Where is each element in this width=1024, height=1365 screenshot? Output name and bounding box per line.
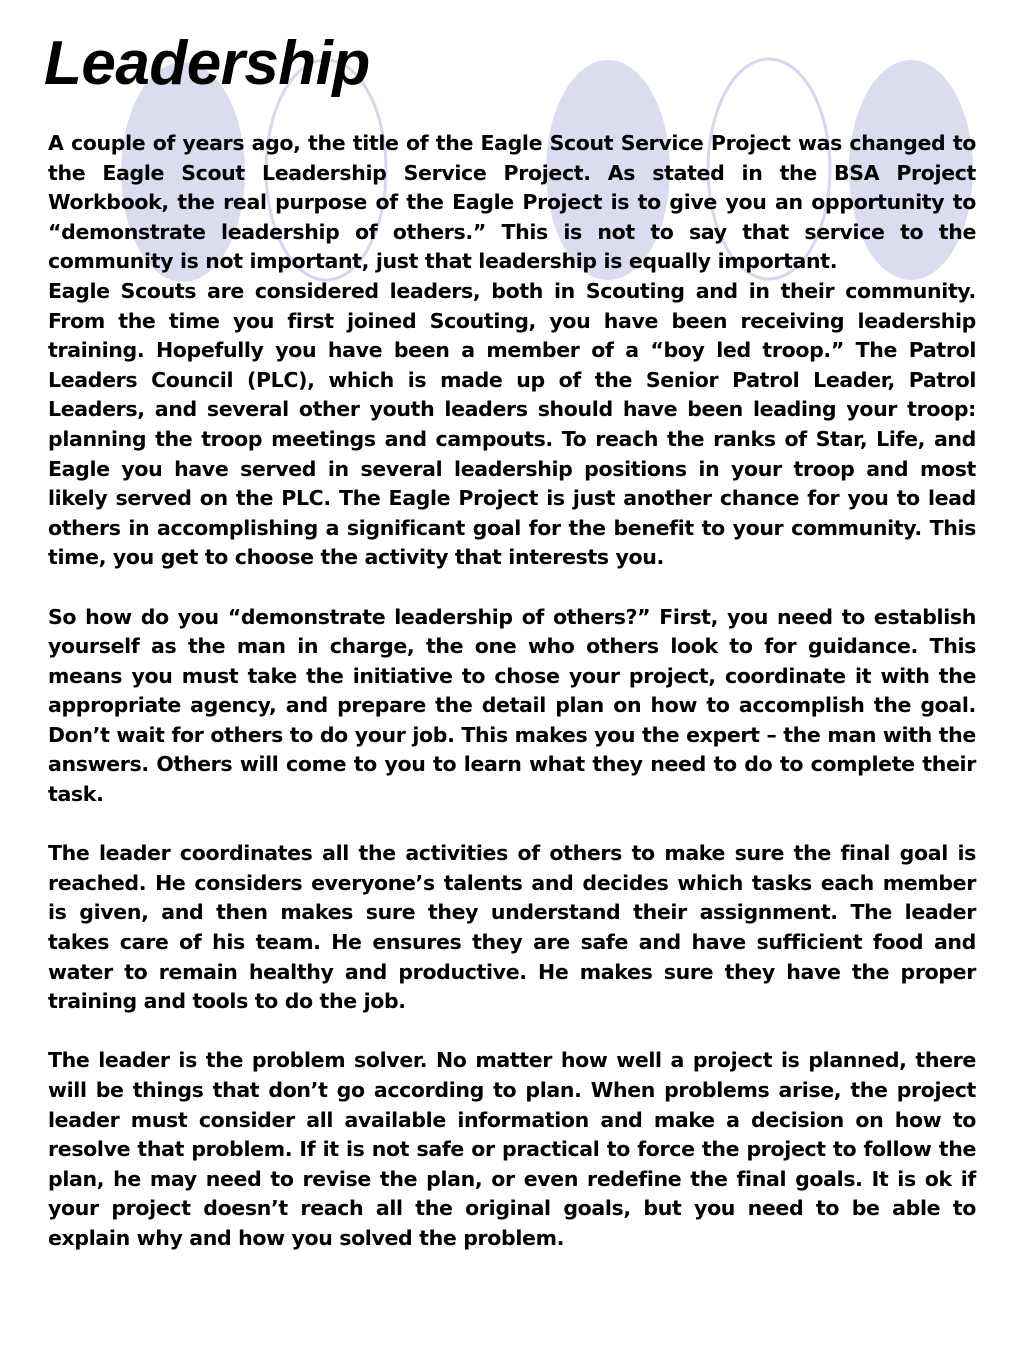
paragraph-spacer — [48, 573, 976, 603]
paragraph-5: The leader is the problem solver. No matter how well a project is planned, there will be things that don’t go according to plan. When problems arise, the project leader must consider all available information and make a decision on how to resolve that problem. If it is not safe or practical to force the project to follow the plan, he may need to revise the plan, or even redefine the final goals. It is ok if your project doesn’t reach all the original goals, but you need to be able to explain why and how you solved the problem. — [48, 1048, 976, 1250]
body-text — [48, 129, 976, 1254]
paragraph-2: Eagle Scouts are considered leaders, both in Scouting and in their community. From the time you first joined Scouting, you have been receiving leadership training. Hopefully you have been a member of a “boy led troop.” The Patrol Leaders Council (PLC), which is made up of the Senior Patrol Leader, Patrol Leaders, and several other youth leaders should have been leading your troop: planning the troop meetings and campouts. To reach the ranks of Star, Life, and Eagle you have served in several leadership positions in your troop and most likely served on the PLC. The Eagle Project is just another chance for you to lead others in accomplishing a significant goal for the benefit to your community. This time, you get to choose the activity that interests you. — [48, 278, 976, 570]
paragraph-spacer — [48, 810, 976, 840]
paragraph-4: The leader coordinates all the activities of others to make sure the final goal is reached. He considers everyone’s talents and decides which tasks each member is given, and then makes sure they understand their assignment. The leader takes care of his team. He ensures they are safe and have sufficient food and water to remain healthy and productive. He makes sure they have the proper training and tools to do the job. — [48, 841, 976, 1014]
page-title: Leadership — [44, 29, 370, 98]
paragraph-3: So how do you “demonstrate leadership of others?” First, you need to establish yourself as the man in charge, the one who others look to for guidance. This means you must take the initiative to chose your project, coordinate it with the appropriate agency, and prepare the detail plan on how to accomplish the goal. Don’t wait for others to do your job. This makes you the expert – the man with the answers. Others will come to you to learn what they need to do to complete their task. — [48, 604, 976, 807]
paragraph-1: A couple of years ago, the title of the Eagle Scout Service Project was changed to the Eagle Scout Leadership Service Project. As stated in the BSA Project Workbook, the real purpose of the Eagle Project is to give you an opportunity to “demonstrate leadership of others.” This is not to say that service to the community is not important, just that leadership is equally important. — [48, 131, 976, 274]
paragraph-spacer — [48, 1017, 976, 1047]
